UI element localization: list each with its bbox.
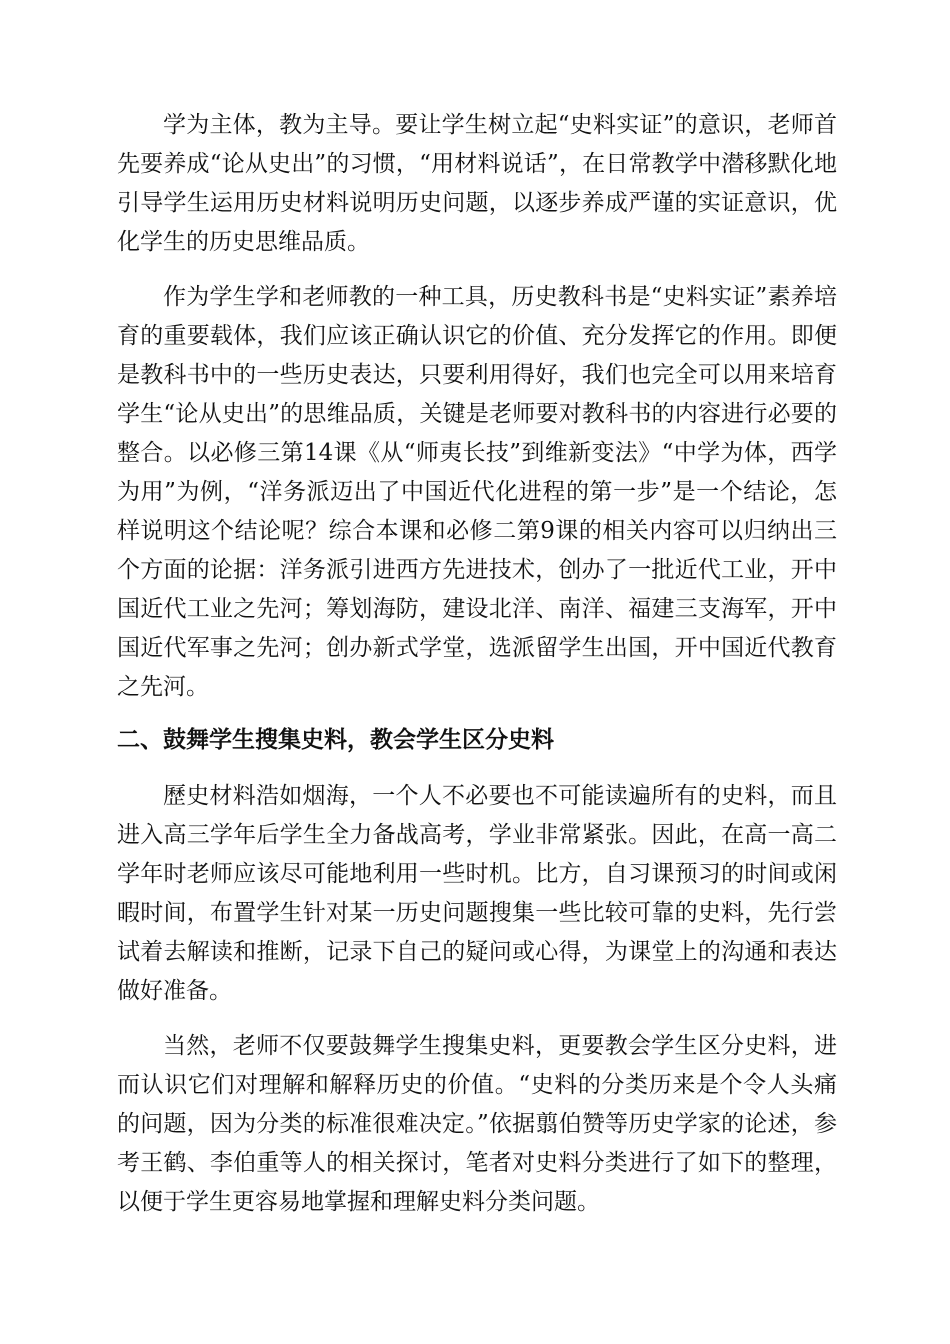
- paragraph: 作为学生学和老师教的一种工具，历史教科书是“史料实证”素养培育的重要载体，我们应该正确认识它的价值、充分发挥它的作用。即便是教科书中的一些历史表达，只要利用得好，我们也完全可以用来培育学生“论从史出”的思维品质，关键是老师要对教科书的内容进行必要的整合。以必修三第14课《从“师夷长技”到维新变法》“中学为体，西学为用”为例，“洋务派迈出了中国近代化进程的第一步”是一个结论，怎样说明这个结论呢？综合本课和必修二第9课的相关内容可以归纳出三个方面的论据：洋务派引进西方先进技术，创办了一批近代工业，开中国近代工业之先河；筹划海防，建设北洋、南洋、福建三支海军，开中国近代军事之先河；创办新式学堂，选派留学生出国，开中国近代教育之先河。: [117, 284, 837, 700]
- paragraph: 歷史材料浩如烟海，一个人不必要也不可能读遍所有的史料，而且进入高三学年后学生全力备战高考，学业非常紧张。因此，在高一高二学年时老师应该尽可能地利用一些时机。比方，自习课预习的时间或闲暇时间，布置学生针对某一历史问题搜集一些比较可靠的史料，先行尝试着去解读和推断，记录下自己的疑问或心得，为课堂上的沟通和表达做好准备。: [117, 783, 837, 1004]
- section-heading: 二、鼓舞学生搜集史料，教会学生区分史料: [117, 727, 554, 753]
- paragraph: 学为主体，教为主导。要让学生树立起“史料实证”的意识，老师首先要养成“论从史出”的习惯，“用材料说话”，在日常教学中潜移默化地引导学生运用历史材料说明历史问题，以逐步养成严谨的实证意识，优化学生的历史思维品质。: [117, 112, 837, 255]
- paragraph: 当然，老师不仅要鼓舞学生搜集史料，更要教会学生区分史料，进而认识它们对理解和解释历史的价值。“史料的分类历来是个令人头痛的问题，因为分类的标准很难决定。”依据翦伯赞等历史学家的论述，参考王鹤、李伯重等人的相关探讨，笔者对史料分类进行了如下的整理，以便于学生更容易地掌握和理解史料分类问题。: [117, 1033, 837, 1215]
